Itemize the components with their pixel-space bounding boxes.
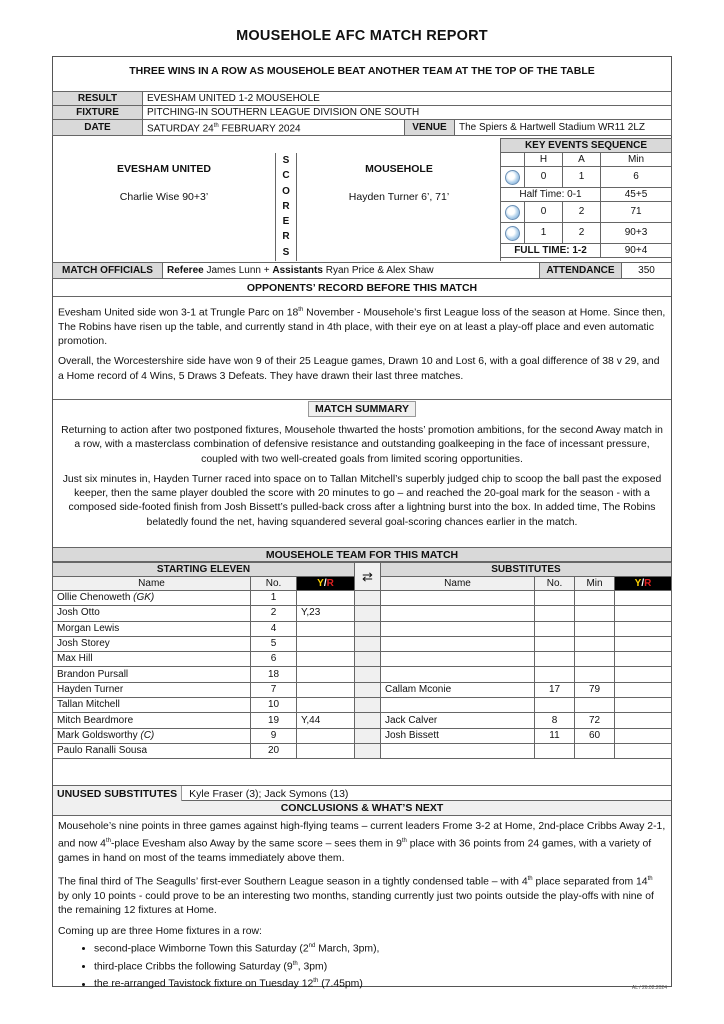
sub-name [381,743,535,758]
venue-value: The Spiers & Hartwell Stadium WR11 2LZ [455,120,672,136]
swap-spacer [355,591,381,606]
table-row [53,728,672,743]
sub-card [615,652,672,667]
table-row [53,682,672,697]
date-value: SATURDAY 24th FEBRUARY 2024 [143,120,405,136]
sub-minute [575,636,615,651]
conclusions-text [58,820,666,992]
player-number: 7 [251,682,297,697]
full-time-label: FULL TIME: 1-2 [501,244,601,258]
player-number: 9 [251,728,297,743]
conclusions-paragraph: Mousehole’s nine points in three games against high-flying teams – current leaders Frome 3-2 at Home, 2nd-place Cribbs Away 2-1, and now 4th-place Evesham also Away by the same score – sees them in 9th place with 36 points from 24 games, with a variety of games in hand on most of the teams immediately above them. [58,821,666,865]
sub-number [535,621,575,636]
footer-initials-date: AL / 26.02.2024 [631,985,667,991]
player-name: Josh Storey [53,636,251,651]
player-name: Max Hill [53,652,251,667]
scorers-letter: S [282,246,290,258]
table-row [53,621,672,636]
starting-eleven-title: STARTING ELEVEN [53,563,355,577]
sub-number [535,606,575,621]
player-name: Mark Goldsworthy (C) [53,728,251,743]
sub-name: Callam Mconie [381,682,535,697]
list-item: • third-place Cribbs the following Saturday (9th, 3pm) [94,957,666,975]
swap-spacer [355,743,381,758]
col-no: No. [251,577,297,591]
swap-spacer [355,667,381,682]
headline: THREE WINS IN A ROW AS MOUSEHOLE BEAT ANOTHER TEAM AT THE TOP OF THE TABLE [129,65,595,77]
sub-minute [575,606,615,621]
sub-card [615,636,672,651]
player-card [297,698,355,713]
key-events-h-header: H [525,153,563,167]
sub-number [535,591,575,606]
player-card [297,682,355,697]
result-value: EVESHAM UNITED 1-2 MOUSEHOLE [143,92,672,106]
sub-name: Josh Bissett [381,728,535,743]
player-name: Morgan Lewis [53,621,251,636]
swap-spacer [355,713,381,728]
col-yellow-red: Y/R [297,577,355,591]
attendance-value: 350 [622,263,672,279]
swap-spacer [355,698,381,713]
conclusions-paragraph: The final third of The Seagulls’ first-ever Southern League season in a tightly condensed table – with 4th place separated from 14th by only 10 points - could prove to be an interesting two months, standing currently just two points outside the play-offs with nine of the remaining 12 fixtures at Home. [58,876,654,917]
opponents-title: OPPONENTS’ RECORD BEFORE THIS MATCH [53,280,671,297]
player-name: Tallan Mitchell [53,698,251,713]
table-row [53,713,672,728]
sub-minute [575,652,615,667]
table-row [53,652,672,667]
sub-number: 17 [535,682,575,697]
table-row [53,591,672,606]
table-row [53,698,672,713]
sub-name [381,606,535,621]
col-sub-no: No. [535,577,575,591]
table-row [53,636,672,651]
sub-name [381,636,535,651]
swap-spacer [355,606,381,621]
summary-title: MATCH SUMMARY [53,403,671,419]
half-time-label: Half Time: 0-1 [501,188,601,202]
match-info-table [52,91,672,136]
player-number: 10 [251,698,297,713]
scorers-letter: R [282,200,290,212]
football-icon [505,226,520,241]
swap-spacer [355,621,381,636]
team-title: MOUSEHOLE TEAM FOR THIS MATCH [53,547,671,562]
event-minute: 45+5 [601,188,672,202]
officials-value: Referee James Lunn + Assistants Ryan Price & Alex Shaw [163,263,540,279]
home-scorers: Charlie Wise 90+3’ [119,191,209,203]
sub-card [615,682,672,697]
sub-card [615,743,672,758]
opponents-paragraph: Overall, the Worcestershire side have won 9 of their 25 League games, Drawn 10 and Lost 6, with a goal difference of 38 v 29, and a Home record of 4 Wins, 5 Draws 3 Defeats. They have drawn their last three matches. [58,356,660,382]
scorers-letter: E [282,216,290,228]
swap-spacer [355,652,381,667]
event-home-score: 0 [525,202,563,223]
sub-number [535,667,575,682]
sub-card [615,591,672,606]
event-away-score: 2 [563,223,601,244]
event-away-score: 2 [563,202,601,223]
sub-number [535,743,575,758]
football-icon [505,170,520,185]
player-card [297,652,355,667]
conclusions-paragraph: Coming up are three Home fixtures in a row: [58,925,262,937]
sub-name [381,591,535,606]
player-card [297,667,355,682]
scorers-block [53,153,501,261]
sub-card [615,621,672,636]
player-number: 19 [251,713,297,728]
swap-spacer [355,728,381,743]
page-title: MOUSEHOLE AFC MATCH REPORT [236,28,488,44]
substitutes-title: SUBSTITUTES [381,563,672,577]
summary-text [61,424,663,530]
scorers-letter: O [282,185,290,197]
conclusions-title: CONCLUSIONS & WHAT’S NEXT [53,801,671,816]
away-scorers: Hayden Turner 6’, 71’ [348,191,450,203]
sub-card [615,606,672,621]
sub-number [535,698,575,713]
player-name: Paulo Ranalli Sousa [53,743,251,758]
sub-minute [575,621,615,636]
table-row [53,743,672,758]
upcoming-fixtures-list [58,939,666,992]
scorers-letter: C [282,170,290,182]
sub-number: 8 [535,713,575,728]
player-number: 6 [251,652,297,667]
player-number: 18 [251,667,297,682]
player-number: 4 [251,621,297,636]
sub-minute: 72 [575,713,615,728]
swap-spacer [355,636,381,651]
key-events-title: KEY EVENTS SEQUENCE [501,139,672,153]
officials-table [52,262,672,279]
sub-name: Jack Calver [381,713,535,728]
event-minute: 90+4 [601,244,672,258]
event-minute: 90+3 [601,223,672,244]
player-card [297,636,355,651]
player-name: Josh Otto [53,606,251,621]
col-sub-name: Name [381,577,535,591]
scorers-letters [275,153,297,261]
player-card [297,728,355,743]
home-team-name: EVESHAM UNITED [117,163,211,175]
sub-minute [575,743,615,758]
football-icon [505,205,520,220]
col-name: Name [53,577,251,591]
sub-number [535,652,575,667]
sub-card [615,698,672,713]
fixture-value: PITCHING-IN SOUTHERN LEAGUE DIVISION ONE SOUTH [143,106,672,120]
team-table [52,562,672,759]
sub-minute [575,591,615,606]
table-row [53,667,672,682]
player-card [297,621,355,636]
player-number: 20 [251,743,297,758]
player-card [297,743,355,758]
player-number: 2 [251,606,297,621]
unused-subs-label: UNUSED SUBSTITUTES [53,786,182,802]
event-minute: 71 [601,202,672,223]
player-card: Y,44 [297,713,355,728]
sub-card [615,713,672,728]
opponents-text [58,303,666,384]
unused-subs [53,785,671,801]
event-home-score: 1 [525,223,563,244]
opponents-paragraph: Evesham United side won 3-1 at Trungle Parc on 18th November - Mousehole’s first League loss of the season at Home. Since then, The Robins have risen up the table, and currently stand in 4th place, with their eye on at least a play-off place and even automatic promotion. [58,307,666,348]
scorers-letter: R [282,231,290,243]
swap-arrows-icon: ⇄ [355,563,381,591]
venue-label: VENUE [405,120,455,136]
sub-card [615,728,672,743]
officials-label: MATCH OFFICIALS [53,263,163,279]
sub-minute [575,698,615,713]
summary-paragraph: Returning to action after two postponed fixtures, Mousehole thwarted the hosts’ promotion ambitions, for the second Away match in a row, with a masterclass combination of defensive resistance and outstanding goalkeeping in the face of incessant pressure, coupled with two well-created goals from limited scoring opportunities. [61,425,663,465]
player-name: Hayden Turner [53,682,251,697]
sub-minute: 79 [575,682,615,697]
list-item: • the re-arranged Tavistock fixture on Tuesday 12th (7.45pm) [94,974,666,992]
fixture-label: FIXTURE [53,106,143,120]
key-events-a-header: A [563,153,601,167]
attendance-label: ATTENDANCE [540,263,622,279]
event-minute: 6 [601,167,672,188]
player-name: Brandon Pursall [53,667,251,682]
key-events-min-header: Min [601,153,672,167]
summary-paragraph: Just six minutes in, Hayden Turner raced into space on to Tallan Mitchell’s superbly judged chip to scoop the ball past the exposed keeper, then the same player doubled the score with 20 minutes to go – and reached the 20-goal mark for the season - with a composed side-footed finish from Josh Bissett’s pulled-back cross after a lightning burst into the box. In added time, The Robins belatedly found the net, having squandered several goal-scoring chances earlier in the match. [62,473,662,528]
list-item: • second-place Wimborne Town this Saturday (2nd March, 3pm), [94,939,666,957]
player-card: Y,23 [297,606,355,621]
player-card [297,591,355,606]
sub-name [381,667,535,682]
sub-name [381,621,535,636]
col-sub-yellow-red: Y/R [615,577,672,591]
sub-card [615,667,672,682]
sub-name [381,652,535,667]
sub-name [381,698,535,713]
swap-spacer [355,682,381,697]
sub-minute [575,667,615,682]
sub-minute: 60 [575,728,615,743]
unused-subs-value: Kyle Fraser (3); Jack Symons (13) [189,788,349,800]
player-name: Mitch Beardmore [53,713,251,728]
sub-number: 11 [535,728,575,743]
key-events-table [500,138,672,258]
event-home-score: 0 [525,167,563,188]
table-row [53,606,672,621]
player-name: Ollie Chenoweth (GK) [53,591,251,606]
away-team-name: MOUSEHOLE [365,163,433,175]
player-number: 1 [251,591,297,606]
player-number: 5 [251,636,297,651]
result-label: RESULT [53,92,143,106]
date-label: DATE [53,120,143,136]
sub-number [535,636,575,651]
col-sub-min: Min [575,577,615,591]
event-away-score: 1 [563,167,601,188]
scorers-letter: S [282,155,290,166]
